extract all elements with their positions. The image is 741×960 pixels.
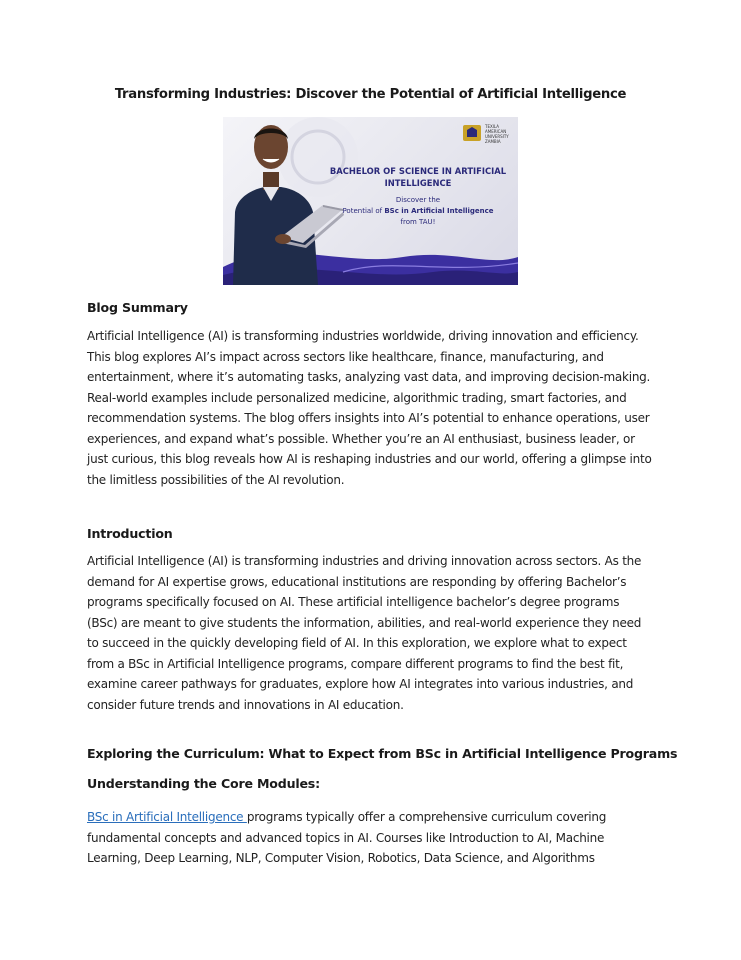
curriculum-heading: Exploring the Curriculum: What to Expect from BSc in Artificial Intelligence Programs: [87, 746, 678, 761]
hero-banner-image: [223, 117, 518, 285]
summary-paragraph: Artificial Intelligence (AI) is transforming industries worldwide, driving innovation and efficiency. This blog explores AI’s impact across sectors like healthcare, finance, manufacturing, and entertainment, where it’s automating tasks, analyzing vast data, and improving decision-making. Real-world examples include personalized medicine, algorithmic trading, smart factories, and recommendation systems. The blog offers insights into AI’s potential to enhance operations, user experiences, and expand what’s possible. Whether you’re an AI enthusiast, business leader, or just curious, this blog reveals how AI is reshaping industries and our world, offering a glimpse into the limitless possibilities of the AI revolution.: [87, 329, 652, 487]
core-modules-subheading: Understanding the Core Modules:: [87, 776, 320, 791]
introduction-heading: Introduction: [87, 526, 173, 541]
hero-sub-line-3: from TAU!: [400, 218, 436, 226]
hero-subtext: [333, 195, 503, 228]
bsc-ai-link[interactable]: BSc in Artificial Intelligence: [87, 810, 247, 824]
university-logo-text: TEXILA AMERICAN UNIVERSITY ZAMBIA: [485, 124, 509, 144]
introduction-paragraph: Artificial Intelligence (AI) is transforming industries and driving innovation across sectors. As the demand for AI expertise grows, educational institutions are responding by offering Bachelor’s programs specifically focused on AI. These artificial intelligence bachelor’s degree programs (BSc) are meant to give students the information, abilities, and real-world experience they need to succeed in the quickly developing field of AI. In this exploration, we explore what to expect from a BSc in Artificial Intelligence programs, compare different programs to find the best fit, examine career pathways for graduates, explore how AI integrates into various industries, and consider future trends and innovations in AI education.: [87, 554, 642, 712]
hero-sub-line-2: [333, 206, 503, 217]
university-logo: [463, 125, 481, 141]
hero-sub-line-1: Discover the: [395, 196, 441, 204]
hero-sub-bold: BSc in Artificial Intelligence: [384, 207, 494, 215]
curriculum-paragraph: [87, 807, 652, 869]
document-title: Transforming Industries: Discover the Potential of Artificial Intelligence: [114, 87, 627, 102]
curriculum-text: programs typically offer a comprehensive curriculum covering fundamental concepts and advanced topics in AI. Courses like Introduction to AI, Machine Learning, Deep Learning, NLP, Computer Vision, Robotics, Data Science, and Algorithms: [87, 810, 607, 865]
hero-heading: BACHELOR OF SCIENCE IN ARTIFICIAL INTELLIGENCE: [329, 166, 507, 188]
summary-heading: Blog Summary: [87, 300, 188, 315]
hero-sub-prefix: Potential of: [342, 207, 385, 215]
